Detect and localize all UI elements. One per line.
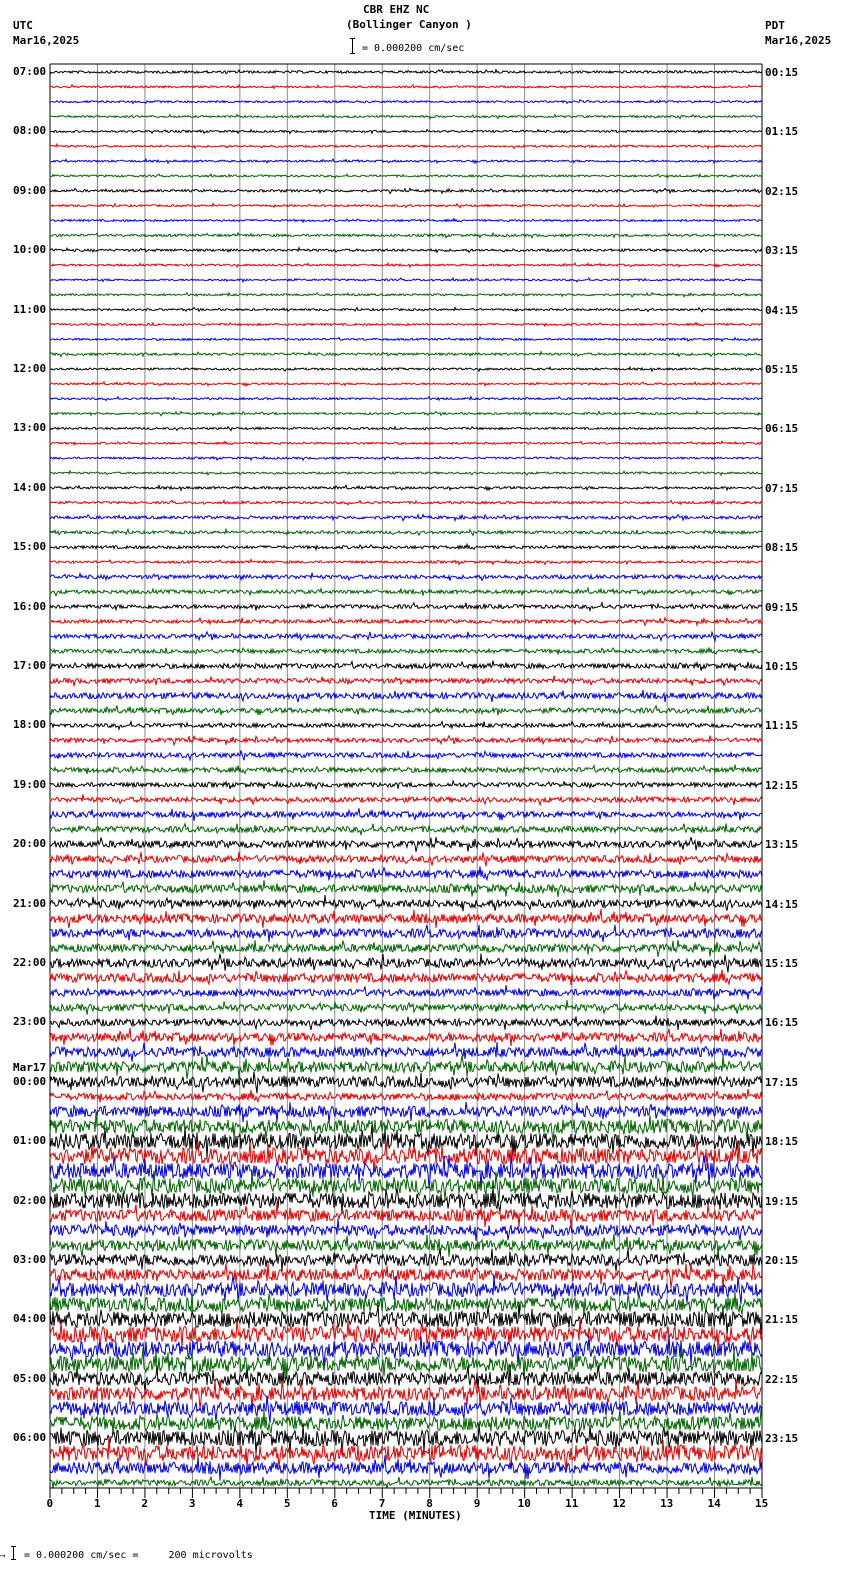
right-time-label: 18:15 (765, 1135, 799, 1149)
right-time-label: 23:15 (765, 1432, 799, 1446)
left-time-label: 10:00 (13, 243, 47, 257)
right-time-label: 06:15 (765, 422, 799, 436)
left-time-label: 13:00 (13, 421, 47, 435)
station-location: (Bollinger Canyon ) (346, 18, 472, 31)
x-tick-label: 8 (426, 1497, 433, 1510)
x-tick-label: 10 (517, 1497, 531, 1510)
x-tick-label: 1 (93, 1497, 101, 1510)
right-time-label: 19:15 (765, 1194, 799, 1208)
left-time-label: 17:00 (13, 659, 47, 672)
x-tick-label: 0 (46, 1497, 54, 1510)
left-date-label: Mar17 (13, 1060, 47, 1074)
right-time-label: 17:15 (765, 1075, 799, 1089)
x-tick-label: 9 (473, 1497, 481, 1510)
scale-text: = 0.000200 cm/sec (362, 43, 465, 54)
right-time-label: 02:15 (765, 184, 799, 198)
left-date: Mar16,2025 (13, 34, 80, 47)
right-time-label: 08:15 (765, 541, 799, 555)
x-axis-label: TIME (MINUTES) (369, 1509, 462, 1522)
x-tick-label: 12 (612, 1497, 626, 1510)
left-time-label: 23:00 (13, 1015, 47, 1029)
left-time-label: 02:00 (13, 1193, 47, 1207)
x-tick-label: 4 (236, 1497, 243, 1510)
left-time-label: 11:00 (13, 302, 47, 316)
right-time-label: 05:15 (765, 363, 799, 376)
left-timezone: UTC (13, 19, 33, 32)
left-time-label: 05:00 (13, 1371, 47, 1385)
right-time-label: 12:15 (765, 778, 799, 792)
footer-arrow: ⟶ (0, 1551, 5, 1560)
left-time-label: 01:00 (13, 1134, 47, 1148)
footer-scale-bar-icon (11, 1546, 16, 1560)
right-time-label: 10:15 (765, 660, 799, 673)
left-time-label: 04:00 (13, 1312, 47, 1326)
right-time-label: 15:15 (765, 957, 799, 970)
left-time-label: 07:00 (13, 65, 47, 78)
left-time-label: 21:00 (13, 896, 47, 910)
x-tick-label: 7 (378, 1497, 386, 1510)
x-tick-label: 5 (283, 1497, 291, 1510)
right-time-label: 14:15 (765, 897, 799, 911)
x-tick-label: 13 (660, 1497, 674, 1510)
right-time-label: 16:15 (765, 1016, 799, 1030)
left-time-label: 20:00 (13, 837, 47, 851)
right-timezone: PDT (765, 19, 785, 32)
x-tick-label: 15 (755, 1497, 769, 1510)
right-time-label: 13:15 (765, 838, 799, 852)
right-time-label: 04:15 (765, 303, 799, 317)
left-time-label: 12:00 (13, 362, 47, 375)
left-time-label: 22:00 (13, 956, 47, 969)
right-time-label: 00:15 (765, 66, 799, 79)
right-time-label: 09:15 (765, 600, 799, 614)
left-time-label: 15:00 (13, 540, 47, 554)
right-time-label: 01:15 (765, 125, 799, 139)
left-time-label: 14:00 (13, 480, 47, 494)
x-tick-label: 14 (707, 1497, 721, 1510)
x-tick-label: 11 (565, 1497, 579, 1510)
left-time-label: 03:00 (13, 1253, 47, 1266)
left-time-label: 19:00 (13, 777, 47, 791)
right-time-label: 22:15 (765, 1372, 799, 1386)
left-time-label: 09:00 (13, 183, 47, 197)
left-time-label: 06:00 (13, 1431, 47, 1445)
station-title: CBR EHZ NC (363, 3, 430, 16)
left-time-label: 00:00 (13, 1074, 47, 1088)
footer-scale-text: = 0.000200 cm/sec = 200 microvolts (24, 1550, 253, 1561)
right-time-label: 03:15 (765, 244, 799, 258)
left-time-label: 18:00 (13, 718, 47, 732)
right-time-label: 20:15 (765, 1254, 799, 1267)
right-time-label: 11:15 (765, 719, 799, 733)
left-time-label: 08:00 (13, 124, 47, 138)
x-tick-label: 6 (331, 1497, 338, 1510)
left-time-label: 16:00 (13, 599, 47, 613)
x-tick-label: 3 (188, 1497, 196, 1510)
right-time-label: 07:15 (765, 481, 799, 495)
x-tick-label: 2 (141, 1497, 149, 1510)
right-date: Mar16,2025 (765, 34, 832, 47)
right-time-label: 21:15 (765, 1313, 799, 1327)
